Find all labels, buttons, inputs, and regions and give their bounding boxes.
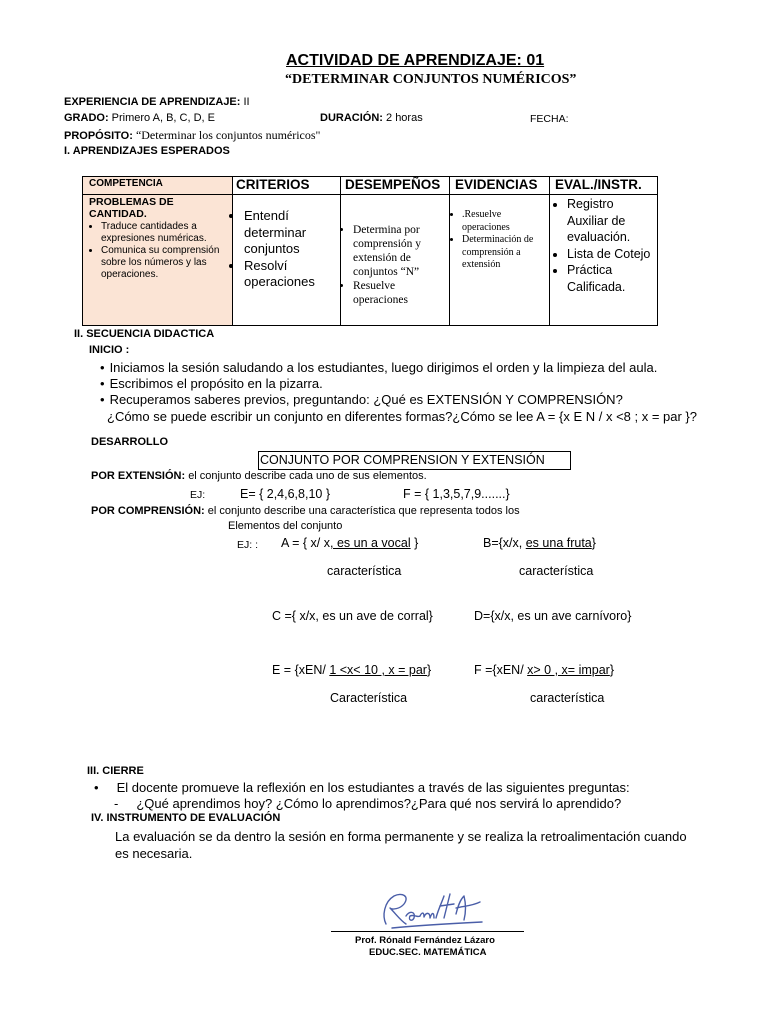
caracteristica-f: característica — [530, 691, 605, 705]
ej-label: EJ: — [190, 489, 206, 501]
caracteristica-a: característica — [327, 564, 402, 578]
caracteristica-e: Característica — [330, 691, 408, 705]
document-title: ACTIVIDAD DE APRENDIZAJE: 01 — [286, 52, 545, 69]
competencia-item: • Traduce cantidades a expresiones numéricas. — [101, 221, 229, 245]
cierre-item-text: El docente promueve la reflexión en los estudiantes a través de las siguientes preguntas: — [116, 780, 630, 795]
section-cierre: III. CIERRE — [87, 765, 144, 777]
criterios-cell — [236, 208, 336, 291]
signature-name: Prof. Rónald Fernández Lázaro — [355, 935, 495, 946]
set-b-post: } — [591, 536, 596, 550]
eval-item: • Registro Auxiliar de evaluación. — [567, 196, 655, 246]
desarrollo-label: DESARROLLO — [91, 436, 168, 448]
signature-image — [372, 888, 492, 932]
grado-line — [64, 112, 215, 124]
section-aprendizajes: I. APRENDIZAJES ESPERADOS — [64, 145, 230, 157]
set-f-post: } — [609, 663, 615, 677]
header-desempenos: DESEMPEÑOS — [345, 177, 441, 192]
set-a-condition: , es un a vocal — [330, 536, 411, 550]
grado-label: GRADO: — [64, 112, 109, 124]
ej2-label: EJ: : — [237, 539, 259, 551]
experiencia-line — [64, 96, 250, 108]
criterio-item: • Entendí determinar conjuntos — [244, 208, 336, 258]
duracion-line — [320, 112, 423, 124]
conjunto-box-title: CONJUNTO POR COMPRENSION Y EXTENSIÓN — [260, 453, 545, 467]
set-e-condition: 1 <x< 10 , x = par — [329, 663, 427, 677]
header-evidencias: EVIDENCIAS — [455, 177, 538, 192]
evidencias-cell — [454, 209, 548, 272]
instrumento-text: La evaluación se da dentro la sesión en forma permanente y se realiza la retroalimentación cuando — [115, 829, 687, 844]
set-f-condition: x> 0 , x= impar — [527, 663, 610, 677]
comprension-line — [91, 505, 520, 517]
competencia-cell — [89, 196, 229, 281]
set-a-post: } — [410, 536, 419, 550]
proposito-label: PROPÓSITO: — [64, 130, 133, 142]
eval-cell — [555, 196, 655, 295]
proposito-line — [64, 128, 320, 143]
conjunto-box — [258, 451, 571, 470]
header-criterios: CRITERIOS — [236, 177, 310, 192]
evidencia-item: • Determinación de comprensión a extensión — [462, 234, 548, 272]
experiencia-value: II — [243, 96, 250, 108]
dash-marker: - — [114, 796, 119, 811]
inicio-question: ¿Cómo se puede escribir un conjunto en diferentes formas?¿Cómo se lee A = {x E N / x <8 ; x = par }? — [107, 409, 698, 424]
comprension-text2: Elementos del conjunto — [228, 520, 343, 532]
header-competencia: COMPETENCIA — [89, 178, 163, 189]
set-b-pre: B={x/x, — [483, 536, 526, 550]
evidencia-item: • .Resuelve operaciones — [462, 209, 548, 234]
inicio-item: • Recuperamos saberes previos, preguntando: ¿Qué es EXTENSIÓN Y COMPRENSIÓN? — [100, 392, 623, 407]
competencia-title: PROBLEMAS DE CANTIDAD. — [89, 196, 174, 220]
set-e — [272, 663, 431, 677]
cierre-question-text: ¿Qué aprendimos hoy? ¿Cómo lo aprendimos?¿Para qué nos servirá lo aprendido? — [136, 796, 622, 811]
signature-role: EDUC.SEC. MATEMÁTICA — [369, 947, 487, 958]
inicio-item: • Escribimos el propósito en la pizarra. — [100, 376, 323, 391]
eval-item: • Lista de Cotejo — [567, 246, 655, 263]
desempenos-cell — [345, 223, 447, 307]
signature-line — [331, 931, 524, 932]
set-f-pre: F ={xEN/ — [474, 663, 528, 677]
document-subtitle: “DETERMINAR CONJUNTOS NUMÉRICOS” — [285, 72, 577, 87]
extension-text: el conjunto describe cada uno de sus elementos. — [188, 470, 427, 482]
proposito-value: “Determinar los conjuntos numéricos" — [135, 128, 321, 142]
desempeno-item: • Determina por comprensión y extensión de conjuntos “N” — [353, 223, 447, 279]
inicio-label: INICIO : — [89, 344, 130, 356]
set-f — [474, 663, 614, 677]
cierre-item — [94, 780, 630, 795]
competencia-item: • Comunica su comprensión sobre los números y las operaciones. — [101, 245, 229, 281]
extension-label: POR EXTENSIÓN: — [91, 470, 186, 482]
set-e-pre: E = {xEN/ — [272, 663, 330, 677]
competencias-table — [82, 176, 658, 326]
comprension-label: POR COMPRENSIÓN: — [91, 505, 205, 517]
set-a-pre: A = { x/ x — [281, 536, 330, 550]
bullet-icon: • — [94, 780, 99, 795]
grado-value: Primero A, B, C, D, E — [111, 112, 215, 124]
set-b-condition: es una fruta — [525, 536, 592, 550]
ej-set-f: F = { 1,3,5,7,9.......} — [403, 487, 510, 501]
header-eval: EVAL./INSTR. — [555, 177, 642, 192]
section-secuencia: II. SECUENCIA DIDACTICA — [74, 328, 215, 340]
cierre-question — [114, 796, 621, 811]
inicio-item: • Iniciamos la sesión saludando a los estudiantes, luego dirigimos el orden y la limpieza del aula. — [100, 360, 657, 375]
desempeno-item: • Resuelve operaciones — [353, 279, 447, 307]
criterio-item: • Resolví operaciones — [244, 258, 336, 291]
set-c: C ={ x/x, es un ave de corral} — [272, 609, 433, 623]
experiencia-label: EXPERIENCIA DE APRENDIZAJE: — [64, 96, 241, 108]
duracion-label: DURACIÓN: — [320, 112, 383, 124]
set-d: D={x/x, es un ave carnívoro} — [474, 609, 632, 623]
set-e-post: } — [426, 663, 432, 677]
extension-line — [91, 470, 427, 482]
section-instrumento: IV. INSTRUMENTO DE EVALUACIÓN — [91, 812, 281, 824]
eval-item: • Práctica Calificada. — [567, 262, 655, 295]
duracion-value: 2 horas — [386, 112, 423, 124]
instrumento-text-2: es necesaria. — [115, 846, 193, 861]
caracteristica-b: característica — [519, 564, 594, 578]
comprension-text: el conjunto describe una característica que representa todos los — [207, 505, 520, 517]
set-a — [281, 536, 418, 550]
set-b — [483, 536, 596, 550]
ej-set-e: E= { 2,4,6,8,10 } — [240, 487, 331, 501]
fecha-label: FECHA: — [530, 113, 569, 125]
